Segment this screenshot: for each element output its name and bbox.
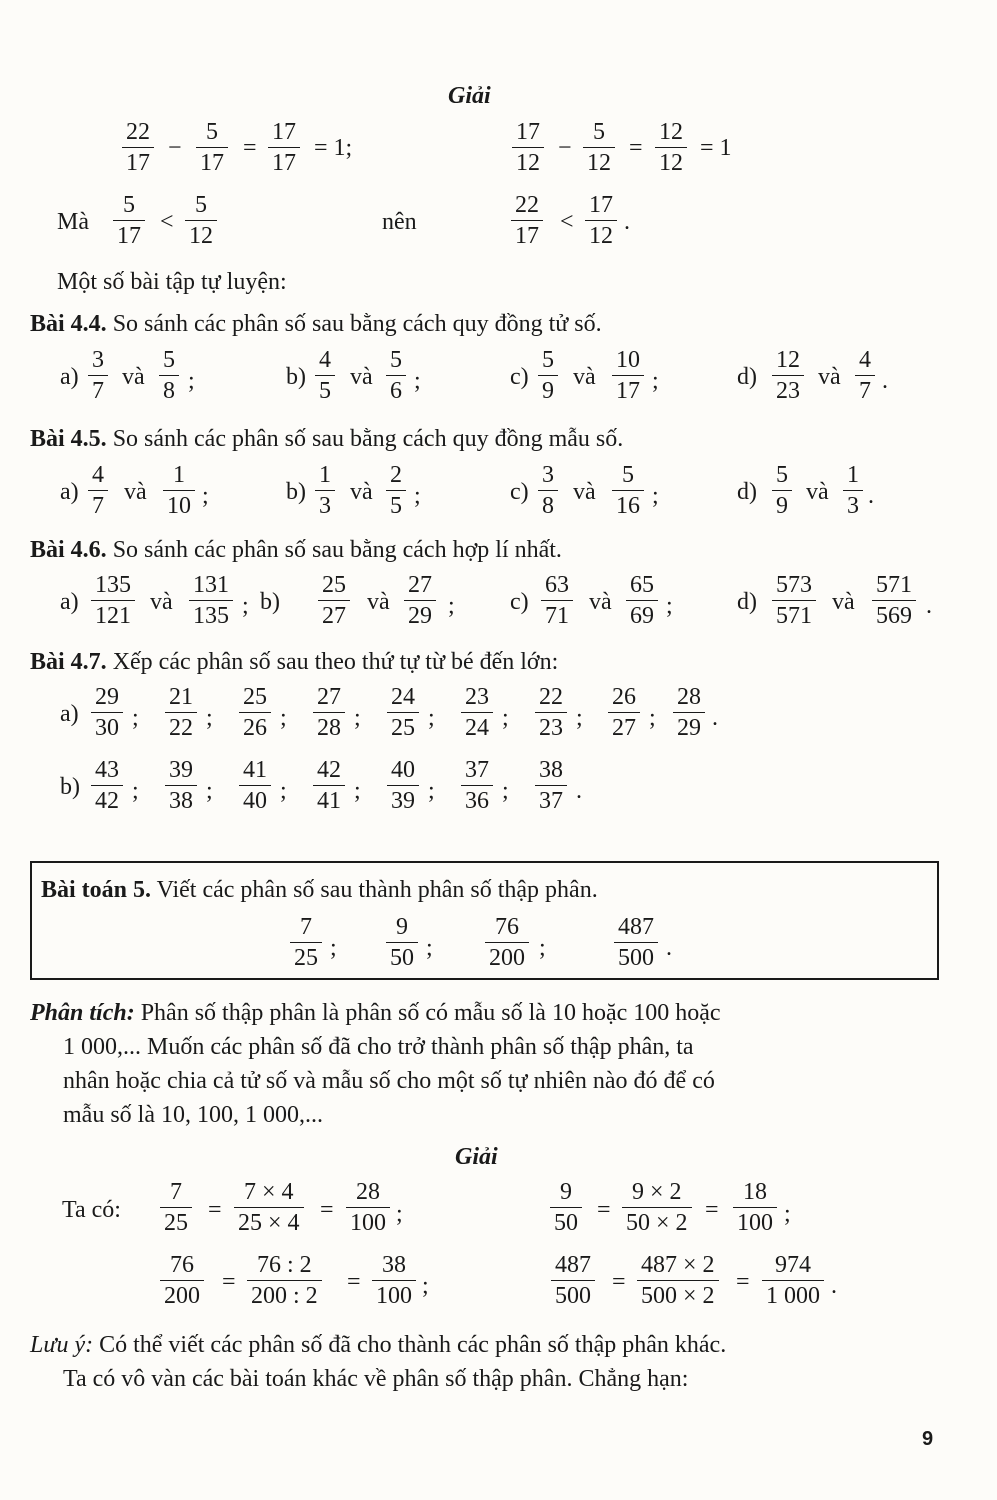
fraction: 65 69 bbox=[626, 573, 658, 628]
fraction: 487 × 2 500 × 2 bbox=[637, 1253, 719, 1308]
fraction: 12 23 bbox=[772, 348, 804, 403]
fraction: 39 38 bbox=[165, 758, 197, 813]
fraction: 5 12 bbox=[583, 120, 615, 175]
period: . bbox=[926, 593, 932, 619]
and-word: và bbox=[818, 364, 841, 390]
fraction: 9 × 2 50 × 2 bbox=[622, 1180, 692, 1235]
fraction: 9 50 bbox=[386, 915, 418, 970]
note-paragraph: Lưu ý: Có thể viết các phân số đã cho thành các phân số thập phân khác. Ta có vô vàn các bài toán khác về phân số thập phân. Chẳng hạn: bbox=[30, 1332, 727, 1392]
period: . bbox=[576, 778, 582, 804]
item-label: c) bbox=[510, 479, 529, 505]
fraction: 37 36 bbox=[461, 758, 493, 813]
separator: ; bbox=[132, 705, 139, 731]
fraction: 5 9 bbox=[772, 463, 792, 518]
equals-sign: = bbox=[629, 135, 643, 161]
and-word: và bbox=[124, 479, 147, 505]
separator: ; bbox=[422, 1273, 429, 1299]
fraction: 1 3 bbox=[315, 463, 335, 518]
exercise-4-7-heading: Bài 4.7. Xếp các phân số sau theo thứ tự từ bé đến lớn: bbox=[30, 649, 559, 675]
separator: ; bbox=[206, 778, 213, 804]
separator: ; bbox=[202, 483, 209, 509]
equals-sign: = bbox=[222, 1269, 236, 1295]
fraction: 23 24 bbox=[461, 685, 493, 740]
separator: ; bbox=[502, 705, 509, 731]
equation-tail: = 1 bbox=[700, 135, 732, 161]
nen-word: nên bbox=[382, 209, 417, 235]
period: . bbox=[868, 483, 874, 509]
separator: ; bbox=[502, 778, 509, 804]
fraction: 487 500 bbox=[614, 915, 658, 970]
item-label: b) bbox=[286, 479, 306, 505]
fraction: 7 × 4 25 × 4 bbox=[234, 1180, 304, 1235]
fraction: 25 26 bbox=[239, 685, 271, 740]
separator: ; bbox=[330, 935, 337, 961]
fraction: 4 7 bbox=[855, 348, 875, 403]
separator: ; bbox=[649, 705, 656, 731]
separator: ; bbox=[576, 705, 583, 731]
solution-heading: Giải bbox=[455, 1144, 498, 1170]
fraction: 40 39 bbox=[387, 758, 419, 813]
exercise-4-5-heading: Bài 4.5. So sánh các phân số sau bằng cách quy đồng mẫu số. bbox=[30, 426, 624, 452]
separator: ; bbox=[242, 593, 249, 619]
separator: ; bbox=[652, 368, 659, 394]
item-label: b) bbox=[260, 589, 280, 615]
fraction: 28 100 bbox=[346, 1180, 390, 1235]
equals-sign: = bbox=[705, 1197, 719, 1223]
fraction: 5 16 bbox=[612, 463, 644, 518]
period: . bbox=[831, 1273, 837, 1299]
fraction: 29 30 bbox=[91, 685, 123, 740]
less-than-sign: < bbox=[160, 209, 174, 235]
and-word: và bbox=[806, 479, 829, 505]
and-word: và bbox=[589, 589, 612, 615]
fraction: 22 17 bbox=[511, 193, 543, 248]
equals-sign: = bbox=[320, 1197, 334, 1223]
separator: ; bbox=[539, 935, 546, 961]
separator: ; bbox=[414, 483, 421, 509]
fraction: 4 5 bbox=[315, 348, 335, 403]
and-word: và bbox=[350, 364, 373, 390]
separator: ; bbox=[448, 593, 455, 619]
fraction: 25 27 bbox=[318, 573, 350, 628]
separator: ; bbox=[280, 705, 287, 731]
fraction: 26 27 bbox=[608, 685, 640, 740]
and-word: và bbox=[832, 589, 855, 615]
fraction: 27 28 bbox=[313, 685, 345, 740]
problem-5-fractions bbox=[0, 910, 997, 974]
and-word: và bbox=[573, 479, 596, 505]
fraction: 5 9 bbox=[538, 348, 558, 403]
fraction: 5 8 bbox=[159, 348, 179, 403]
separator: ; bbox=[354, 705, 361, 731]
solution-heading: Giải bbox=[448, 83, 491, 109]
fraction: 5 12 bbox=[185, 193, 217, 248]
item-label: c) bbox=[510, 589, 529, 615]
fraction: 22 17 bbox=[122, 120, 154, 175]
item-label: a) bbox=[60, 589, 79, 615]
item-label: a) bbox=[60, 364, 79, 390]
exercise-4-6-heading: Bài 4.6. So sánh các phân số sau bằng cách hợp lí nhất. bbox=[30, 537, 562, 563]
exercise-4-6-items bbox=[0, 568, 997, 632]
problem-5-heading: Bài toán 5. Viết các phân số sau thành phân số thập phân. bbox=[41, 877, 598, 903]
fraction: 63 71 bbox=[541, 573, 573, 628]
fraction: 76 200 bbox=[485, 915, 529, 970]
item-label: d) bbox=[737, 364, 757, 390]
fraction: 487 500 bbox=[551, 1253, 595, 1308]
fraction: 1 3 bbox=[843, 463, 863, 518]
exercise-4-4-heading: Bài 4.4. So sánh các phân số sau bằng cách quy đồng tử số. bbox=[30, 311, 602, 337]
fraction: 5 6 bbox=[386, 348, 406, 403]
item-label: c) bbox=[510, 364, 529, 390]
fraction: 10 17 bbox=[612, 348, 644, 403]
separator: ; bbox=[784, 1201, 791, 1227]
equals-sign: = bbox=[736, 1269, 750, 1295]
fraction: 131 135 bbox=[189, 573, 233, 628]
fraction: 76 200 bbox=[160, 1253, 204, 1308]
fraction: 573 571 bbox=[772, 573, 816, 628]
exercise-4-7-row-b bbox=[0, 753, 997, 817]
period: . bbox=[624, 209, 630, 235]
fraction: 41 40 bbox=[239, 758, 271, 813]
equals-sign: = bbox=[597, 1197, 611, 1223]
separator: ; bbox=[666, 593, 673, 619]
period: . bbox=[882, 368, 888, 394]
fraction: 76 : 2 200 : 2 bbox=[247, 1253, 322, 1308]
fraction: 3 8 bbox=[538, 463, 558, 518]
and-word: và bbox=[150, 589, 173, 615]
separator: ; bbox=[354, 778, 361, 804]
item-label: a) bbox=[60, 479, 79, 505]
fraction: 27 29 bbox=[404, 573, 436, 628]
fraction: 974 1 000 bbox=[762, 1253, 824, 1308]
and-word: và bbox=[122, 364, 145, 390]
fraction: 22 23 bbox=[535, 685, 567, 740]
period: . bbox=[712, 705, 718, 731]
separator: ; bbox=[188, 368, 195, 394]
equals-sign: = bbox=[347, 1269, 361, 1295]
fraction: 21 22 bbox=[165, 685, 197, 740]
equals-sign: = bbox=[612, 1269, 626, 1295]
separator: ; bbox=[428, 778, 435, 804]
period: . bbox=[666, 935, 672, 961]
fraction: 18 100 bbox=[733, 1180, 777, 1235]
less-than-sign: < bbox=[560, 209, 574, 235]
separator: ; bbox=[652, 483, 659, 509]
separator: ; bbox=[396, 1201, 403, 1227]
minus-sign: − bbox=[558, 135, 572, 161]
fraction: 7 25 bbox=[160, 1180, 192, 1235]
fraction: 42 41 bbox=[313, 758, 345, 813]
item-label: b) bbox=[286, 364, 306, 390]
item-label: b) bbox=[60, 774, 80, 800]
fraction: 5 17 bbox=[196, 120, 228, 175]
fraction: 38 37 bbox=[535, 758, 567, 813]
fraction: 17 17 bbox=[268, 120, 300, 175]
item-label: d) bbox=[737, 479, 757, 505]
and-word: và bbox=[367, 589, 390, 615]
and-word: và bbox=[350, 479, 373, 505]
exercise-4-5-items bbox=[0, 458, 997, 522]
fraction: 9 50 bbox=[550, 1180, 582, 1235]
fraction: 4 7 bbox=[88, 463, 108, 518]
item-label: a) bbox=[60, 701, 79, 727]
self-practice-heading: Một số bài tập tự luyện: bbox=[57, 269, 287, 295]
page-number: 9 bbox=[922, 1428, 934, 1450]
fraction: 3 7 bbox=[88, 348, 108, 403]
fraction: 17 12 bbox=[512, 120, 544, 175]
fraction: 5 17 bbox=[113, 193, 145, 248]
fraction: 28 29 bbox=[673, 685, 705, 740]
separator: ; bbox=[206, 705, 213, 731]
fraction: 12 12 bbox=[655, 120, 687, 175]
fraction: 38 100 bbox=[372, 1253, 416, 1308]
fraction: 135 121 bbox=[91, 573, 135, 628]
separator: ; bbox=[414, 368, 421, 394]
analysis-paragraph: Phân tích: Phân số thập phân là phân số có mẫu số là 10 hoặc 100 hoặc 1 000,... Muốn các phân số đã cho trở thành phân số thập phân, ta nhân hoặc chia cả tử số và mẫu số cho một số tự nhiên nào đó để có mẫu số là 10, 100, 1 000,... bbox=[30, 1000, 721, 1128]
equals-sign: = bbox=[208, 1197, 222, 1223]
item-label: d) bbox=[737, 589, 757, 615]
fraction: 7 25 bbox=[290, 915, 322, 970]
ma-word: Mà bbox=[57, 209, 89, 235]
taco-label: Ta có: bbox=[62, 1197, 121, 1223]
separator: ; bbox=[426, 935, 433, 961]
fraction: 24 25 bbox=[387, 685, 419, 740]
separator: ; bbox=[132, 778, 139, 804]
exercise-4-4-items bbox=[0, 345, 997, 409]
fraction: 571 569 bbox=[872, 573, 916, 628]
fraction: 17 12 bbox=[585, 193, 617, 248]
fraction: 43 42 bbox=[91, 758, 123, 813]
minus-sign: − bbox=[168, 135, 182, 161]
equals-sign: = bbox=[243, 135, 257, 161]
fraction: 1 10 bbox=[163, 463, 195, 518]
and-word: và bbox=[573, 364, 596, 390]
equation-tail: = 1; bbox=[314, 135, 353, 161]
separator: ; bbox=[280, 778, 287, 804]
fraction: 2 5 bbox=[386, 463, 406, 518]
separator: ; bbox=[428, 705, 435, 731]
exercise-4-7-row-a bbox=[0, 680, 997, 744]
